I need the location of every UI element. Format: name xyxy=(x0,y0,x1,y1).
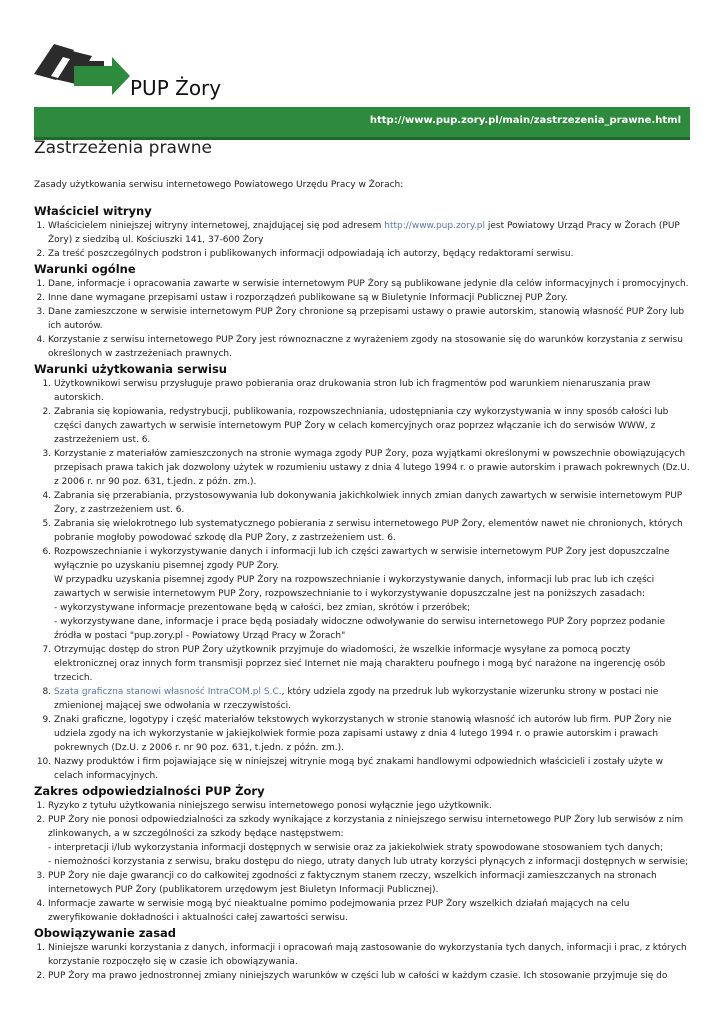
general-list xyxy=(34,277,690,361)
list-item: 5. Zabrania się wielokrotnego lub systematycznego pobierania z serwisu internetowego PUP Żory, elementów nawet nie chronionych, których pobranie mogłoby powodować szkodę dla PUP Żory, z zastrzeżeniem ust. 6. xyxy=(54,517,690,545)
page-url[interactable]: http://www.pup.zory.pl/main/zastrzezenia_prawne.html xyxy=(369,115,681,126)
list-item: 7. Otrzymując dostęp do stron PUP Żory użytkownik przyjmuje do wiadomości, że wszelkie informacje wysyłane za pomocą poczty elektronicznej oraz innych form transmisji poprzez sieć Internet nie mają charakteru poufnego i mogą być narażone na ingerencję osób trzecich. xyxy=(54,643,690,685)
usage-list xyxy=(34,377,690,783)
intro-text: Zasady użytkowania serwisu internetowego Powiatowego Urzędu Pracy w Żorach: xyxy=(34,180,404,190)
intracom-link[interactable]: Szata graficzna stanowi własność IntraCOM.pl S.C. xyxy=(54,687,282,697)
list-item: 2. Zabrania się kopiowania, redystrybucji, publikowania, rozpowszechniania, udostępniania czy wykorzystywania w inny sposób całości lub części danych zawartych w serwisie internetowym PUP Żory w celach komercyjnych oraz poprzez włączanie ich do serwisów WWW, z zastrzeżeniem ust. 6. xyxy=(54,405,690,447)
list-item: 3. Dane zamieszczone w serwisie internetowym PUP Żory chronione są przepisami ustawy o prawie autorskim, stanowią własność PUP Żory lub ich autorów. xyxy=(48,305,690,333)
list-item xyxy=(54,685,690,713)
owner-item-1-after: jest Powiatowy Urząd Pracy w Żorach (PUP Żory) z siedzibą ul. Kościuszki 141, 37-600 Żory xyxy=(48,221,680,245)
list-item: 4. Informacje zawarte w serwisie mogą być nieaktualne pomimo podejmowania przez PUP Żory wszelkich działań mających na celu zweryfikowanie dokładności i aktualności całej zawartości serwisu. xyxy=(48,897,690,925)
list-item: 1. Niniejsze warunki korzystania z danych, informacji i opracowań mają zastosowanie do wykorzystania tych danych, informacji i prac, z których korzystanie rozpoczęło się w czasie ich obowiązywania. xyxy=(48,941,690,969)
list-item: 1. Ryzyko z tytułu użytkowania niniejszego serwisu internetowego ponosi wyłącznie jego użytkownik. xyxy=(48,799,690,813)
owner-site-link[interactable]: http://www.pup.zory.pl xyxy=(384,221,485,231)
list-item: 1. Dane, informacje i opracowania zawarte w serwisie internetowym PUP Żory są publikowane jedynie dla celów informacyjnych i promocyjnych. xyxy=(48,277,690,291)
usage-item-6-b: W przypadku uzyskania pisemnej zgody PUP Żory na rozpowszechnianie i wykorzystywanie danych, informacji lub prac lub ich części zawartych w serwisie internetowym PUP Żory, rozpowszechnianie to i wykorzystywanie dopuszczalne jest na poniższych zasadach: xyxy=(54,575,655,599)
liability-list xyxy=(34,799,690,925)
list-item xyxy=(54,545,690,643)
list-item: 10. Nazwy produktów i firm pojawiające się w niniejszej witrynie mogą być znakami handlowymi odpowiednich właścicieli i zostały użyte w celach informacyjnych. xyxy=(54,755,690,783)
main-content xyxy=(34,178,690,984)
list-item: 9. Znaki graficzne, logotypy i część materiałów tekstowych wykorzystanych w stronie stanowią własność ich autorów lub firm. PUP Żory nie udziela zgody na ich wykorzystanie w jakiejkolwiek formie poza zapisami ustawy z dnia 4 lutego 1994 r. o prawie autorskim i prawach pokrewnych (Dz.U. z 2006 r. nr 90 poz. 631, t.jedn. z późn. zm.). xyxy=(54,713,690,755)
section-heading-owner: Właściciel witryny xyxy=(34,204,152,218)
section-heading-validity: Obowiązywanie zasad xyxy=(34,926,177,940)
usage-item-6-c: - wykorzystywane informacje prezentowane będą w całości, bez zmian, skrótów i przeróbek; xyxy=(54,603,471,613)
usage-item-6-d: - wykorzystywane dane, informacje i prace będą posiadały widoczne odwoływanie do serwisu internetowego PUP Żory poprzez podanie źródła w postaci "pup.zory.pl - Powiatowy Urząd Pracy w Żorach" xyxy=(54,617,666,641)
list-item: 4. Korzystanie z serwisu internetowego PUP Żory jest równoznaczne z wyrażeniem zgody na stosowanie się do warunków korzystania z serwisu określonych w zastrzeżeniach prawnych. xyxy=(48,333,690,361)
list-item: 4. Zabrania się przerabiania, przystosowywania lub dokonywania jakichkolwiek innych zmian danych zawartych w serwisie internetowym PUP Żory, z zastrzeżeniem ust. 6. xyxy=(54,489,690,517)
list-item: 2. Za treść poszczególnych podstron i publikowanych informacji odpowiadają ich autorzy, będący redaktorami serwisu. xyxy=(48,247,690,261)
liability-item-2-c: - niemożności korzystania z serwisu, braku dostępu do niego, utraty danych lub utraty korzyści płynących z informacji dostępnych w serwisie; xyxy=(48,857,689,867)
list-item: 1. Użytkownikowi serwisu przysługuje prawo pobierania oraz drukowania stron lub ich fragmentów pod warunkiem nienaruszania praw autorskich. xyxy=(54,377,690,405)
owner-list xyxy=(34,219,690,261)
logo[interactable] xyxy=(34,40,274,106)
owner-item-1-before: Właścicielem niniejszej witryny internetowej, znajdującej się pod adresem xyxy=(48,221,385,231)
list-item: 3. Korzystanie z materiałów zamieszczonych na stronie wymaga zgody PUP Żory, poza wyjątkami określonymi w powszechnie obowiązujących przepisach prawa takich jak dozwolony użytek w rozumieniu ustawy z dnia 4 lutego 1994 r. o prawie autorskim i prawach pokrewnych (Dz.U. z 2006 r. nr 90 poz. 631, t.jedn. z późn. zm.). xyxy=(54,447,690,489)
usage-item-8-after: , który udziela zgody na przedruk lub wykorzystanie wizerunku strony w postaci nie zmienionej mającej swe odwołania w rzeczywistości. xyxy=(54,687,659,711)
usage-item-6-a: 6. Rozpowszechnianie i wykorzystywanie danych i informacji lub ich części zawartych w serwisie internetowym PUP Żory jest dopuszczalne wyłącznie po uzyskaniu pisemnej zgody PUP Żory. xyxy=(54,547,670,571)
list-item xyxy=(48,813,690,869)
section-heading-usage: Warunki użytkowania serwisu xyxy=(34,362,227,376)
list-item: 3. PUP Żory nie daje gwarancji co do całkowitej zgodności z faktycznym stanem rzeczy, wszelkich informacji zamieszczanych na stronach internetowych PUP Żory (publikatorem urzędowym jest Biuletyn Informacji Publicznej). xyxy=(48,869,690,897)
list-item: 2. Inne dane wymagane przepisami ustaw i rozporządzeń publikowane są w Biuletynie Informacji Publicznej PUP Żory. xyxy=(48,291,690,305)
section-heading-general: Warunki ogólne xyxy=(34,262,136,276)
logo-graphic-icon xyxy=(34,40,134,102)
header-bar xyxy=(34,107,690,140)
logo-text: PUP Żory xyxy=(130,76,222,100)
liability-item-2-a: 2. PUP Żory nie ponosi odpowiedzialności za szkody wynikające z korzystania z niniejszego serwisu internetowego PUP Żory lub serwisów z nim zlinkowanych, a w szczególności za szkody będące następstwem: xyxy=(48,815,684,839)
page-title: Zastrzeżenia prawne xyxy=(34,138,212,158)
list-item xyxy=(48,219,690,247)
section-heading-liability: Zakres odpowiedzialności PUP Żory xyxy=(34,784,265,798)
liability-item-2-b: - interpretacji i/lub wykorzystania informacji dostępnych w serwisie oraz za jakiekolwiek straty spowodowane stosowaniem tych danych; xyxy=(48,843,664,853)
validity-list xyxy=(34,941,690,983)
list-item: 2. PUP Żory ma prawo jednostronnej zmiany niniejszych warunków w części lub w całości w każdym czasie. Ich stosowanie przyjmuje się do xyxy=(48,969,690,983)
